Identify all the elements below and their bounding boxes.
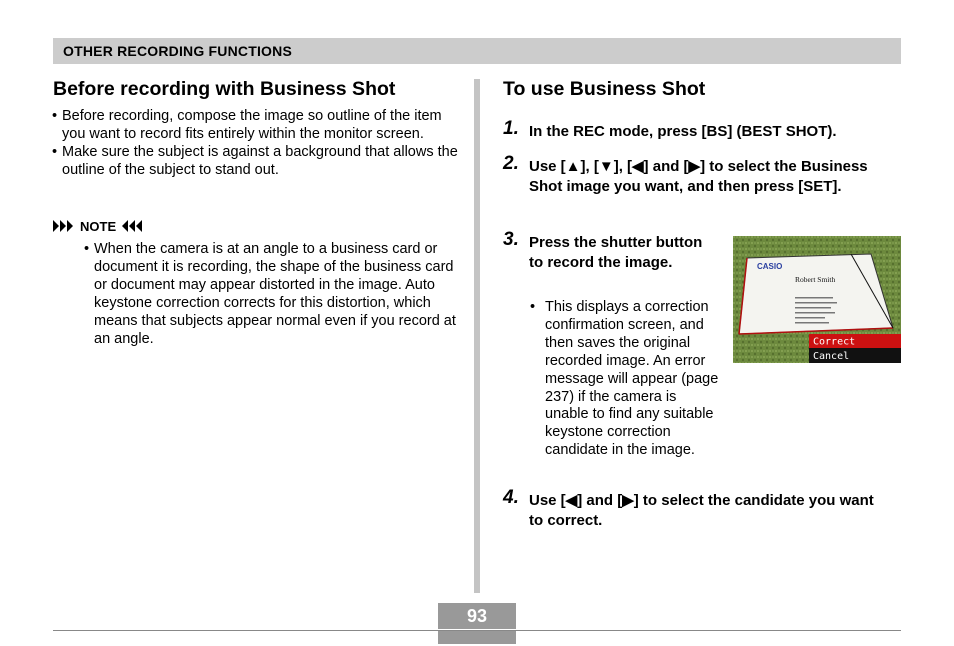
step-text: Press the shutter button to record the image.	[529, 234, 703, 271]
camera-screen-illustration	[733, 236, 901, 363]
left-bullet-list	[52, 107, 462, 179]
left-heading: Before recording with Business Shot	[53, 78, 396, 100]
step-number: 3.	[503, 229, 519, 250]
bullet-dot: •	[52, 144, 58, 160]
note-left-arrows-icon	[122, 220, 144, 232]
note-label: NOTE	[80, 218, 117, 234]
card-name-text: Robert Smith	[795, 275, 836, 284]
step-number: 2.	[503, 153, 519, 174]
step-number: 1.	[503, 118, 519, 139]
list-item	[52, 143, 462, 179]
right-heading: To use Business Shot	[503, 78, 706, 100]
bullet-dot: •	[84, 241, 90, 257]
step-number: 4.	[503, 487, 519, 508]
page-number-base	[438, 631, 516, 644]
bullet-dot: •	[52, 108, 58, 124]
camera-screen-svg	[733, 236, 901, 363]
section-header-bar	[53, 38, 901, 64]
step-text: Use [▲], [▼], [◀] and [▶] to select the Business Shot image you want, and then press [SET].	[529, 158, 868, 195]
step-text: In the REC mode, press [BS] (BEST SHOT).	[529, 123, 837, 140]
bullet-text: Make sure the subject is against a background that allows the outline of the subject to stand out.	[62, 144, 458, 178]
menu-item-cancel-label: Cancel	[813, 351, 850, 362]
bullet-text: Before recording, compose the image so outline of the item you want to record fits entirely within the monitor screen.	[62, 108, 442, 142]
step-text: Use [◀] and [▶] to select the candidate you want to correct.	[529, 492, 874, 529]
note-heading	[53, 217, 144, 235]
bullet-text: When the camera is at an angle to a business card or document it is recording, the shape of the business card or document may appear distorted in the image. Auto keystone correction corrects for this distortion, which means that subjects appear normal even if you record at an angle.	[94, 241, 456, 347]
list-item	[530, 299, 720, 460]
column-divider	[474, 79, 480, 593]
note-bullet-list	[84, 240, 464, 348]
menu-item-correct-label: Correct	[813, 336, 856, 348]
note-right-arrows-icon	[53, 220, 75, 232]
page-number: 93	[438, 603, 516, 629]
section-title: OTHER RECORDING FUNCTIONS	[63, 43, 292, 59]
page-number-badge	[438, 603, 516, 644]
bullet-text: This displays a correction confirmation screen, and then saves the original recorded image. An error message will appear (page 237) if the camera is unable to find any suitable keystone correction candidate in the image.	[545, 299, 719, 459]
bullet-dot: •	[530, 299, 536, 315]
step-3-bullet-list	[530, 299, 720, 460]
card-brand-text: CASIO	[757, 262, 783, 271]
list-item	[84, 240, 464, 348]
list-item	[52, 107, 462, 143]
